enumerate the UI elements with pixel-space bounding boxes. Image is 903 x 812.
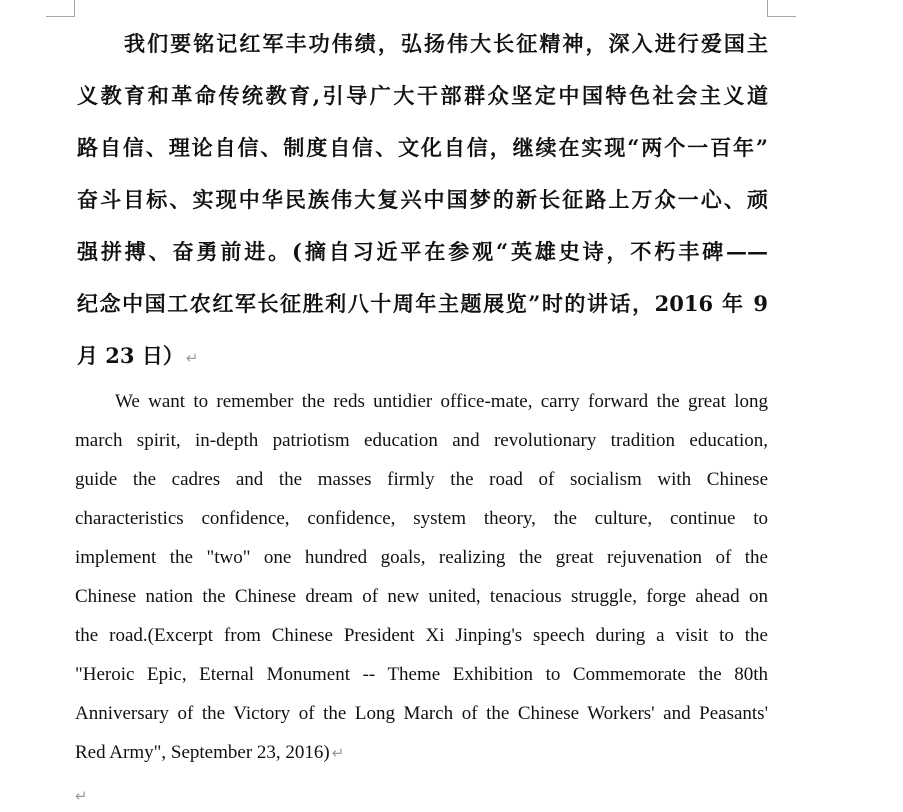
text-line: Chinese nation the Chinese dream of new united, tenacious struggle, forge ahead on xyxy=(75,586,768,607)
text-line: 奋斗目标、实现中华民族伟大复兴中国梦的新长征路上万众一心、顽 xyxy=(77,187,768,212)
text-line: "Heroic Epic, Eternal Monument -- Theme Exhibition to Commemorate the 80th xyxy=(75,664,768,685)
text-line xyxy=(77,338,768,374)
text-line: We want to remember the reds untidier office-mate, carry forward the great long xyxy=(115,391,768,412)
page-corner-mark-top-left xyxy=(46,0,75,17)
paragraph-mark-icon: ↵ xyxy=(185,349,199,367)
text-line: guide the cadres and the masses firmly the road of socialism with Chinese xyxy=(75,469,768,490)
text-line: 路自信、理论自信、制度自信、文化自信，继续在实现“两个一百年” xyxy=(77,135,768,160)
paragraph-mark-icon: ↵ xyxy=(331,744,345,762)
text-line: the road.(Excerpt from Chinese President Xi Jinping's speech during a visit to the xyxy=(75,625,768,646)
text-line: 义教育和革命传统教育,引导广大干部群众坚定中国特色社会主义道 xyxy=(77,83,768,108)
empty-paragraph[interactable] xyxy=(75,782,88,810)
paragraph-mark-icon: ↵ xyxy=(75,787,88,805)
text-line: march spirit, in-depth patriotism education and revolutionary tradition education, xyxy=(75,430,768,451)
text-line: 纪念中国工农红军长征胜利八十周年主题展览”时的讲话，2016 年 9 xyxy=(77,291,768,316)
text-line: 我们要铭记红军丰功伟绩，弘扬伟大长征精神，深入进行爱国主 xyxy=(124,31,768,56)
text-line-content: Red Army", September 23, 2016) xyxy=(75,742,330,763)
text-line: implement the "two" one hundred goals, realizing the great rejuvenation of the xyxy=(75,547,768,568)
text-line: Anniversary of the Victory of the Long March of the Chinese Workers' and Peasants' xyxy=(75,703,768,724)
text-line-content: 月 23 日） xyxy=(77,343,184,368)
text-line: characteristics confidence, confidence, system theory, the culture, continue to xyxy=(75,508,768,529)
text-line: 强拼搏、奋勇前进。(摘自习近平在参观“英雄史诗，不朽丰碑—— xyxy=(77,239,768,264)
text-line xyxy=(75,739,768,767)
page-corner-mark-top-right xyxy=(767,0,796,17)
